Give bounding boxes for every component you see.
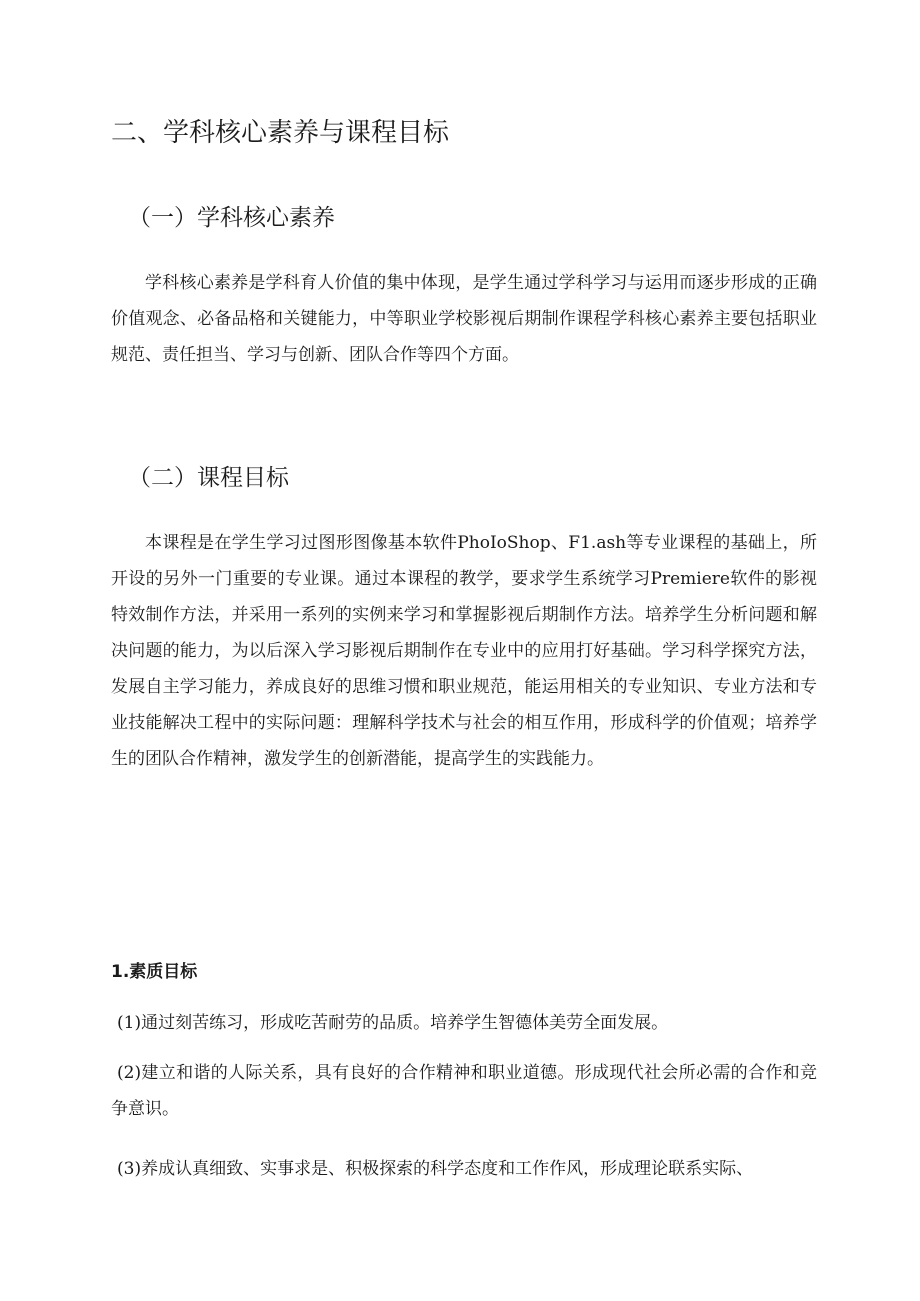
goal-item-number: (3)	[117, 1159, 142, 1179]
goal-item-text: 建立和谐的人际关系，具有良好的合作精神和职业道德。形成现代社会所必需的合作和竞争意识。	[111, 1063, 817, 1119]
goal-item-number: (2)	[117, 1063, 142, 1083]
goal-item-text: 养成认真细致、实事求是、积极探索的科学态度和工作作风，形成理论联系实际、	[141, 1159, 754, 1179]
goal-item	[111, 1151, 817, 1187]
paragraph-course-goals: 本课程是在学生学习过图形图像基本软件PhoIoShop、F1.ash等专业课程的基础上，所开设的另外一门重要的专业课。通过本课程的教学，要求学生系统学习Premiere软件的影视特效制作方法，并采用一系列的实例来学习和掌握影视后期制作方法。培养学生分析问题和解决问题的能力，为以后深入学习影视后期制作在专业中的应用打好基础。学习科学探究方法，发展自主学习能力，养成良好的思维习惯和职业规范，能运用相关的专业知识、专业方法和专业技能解决工程中的实际问题：理解科学技术与社会的相互作用，形成科学的价值观；培养学生的团队合作精神，激发学生的创新潜能，提高学生的实践能力。	[111, 533, 817, 769]
goal-item	[111, 1005, 817, 1041]
goal-item-number: (1)	[117, 1013, 142, 1033]
goal-item	[111, 1055, 817, 1127]
goal-item-text: 通过刻苦练习，形成吃苦耐劳的品质。培养学生智德体美劳全面发展。	[141, 1013, 669, 1033]
subsection-title-course-goals: （二）课程目标	[128, 465, 289, 491]
section-title: 二、学科核心素养与课程目标	[111, 118, 450, 148]
paragraph-core-literacy: 学科核心素养是学科育人价值的集中体现，是学生通过学科学习与运用而逐步形成的正确价值观念、必备品格和关键能力，中等职业学校影视后期制作课程学科核心素养主要包括职业规范、责任担当、学习与创新、团队合作等四个方面。	[111, 273, 817, 365]
subsection-title-core-literacy: （一）学科核心素养	[128, 205, 335, 231]
goals-heading: 1.素质目标	[111, 962, 198, 982]
